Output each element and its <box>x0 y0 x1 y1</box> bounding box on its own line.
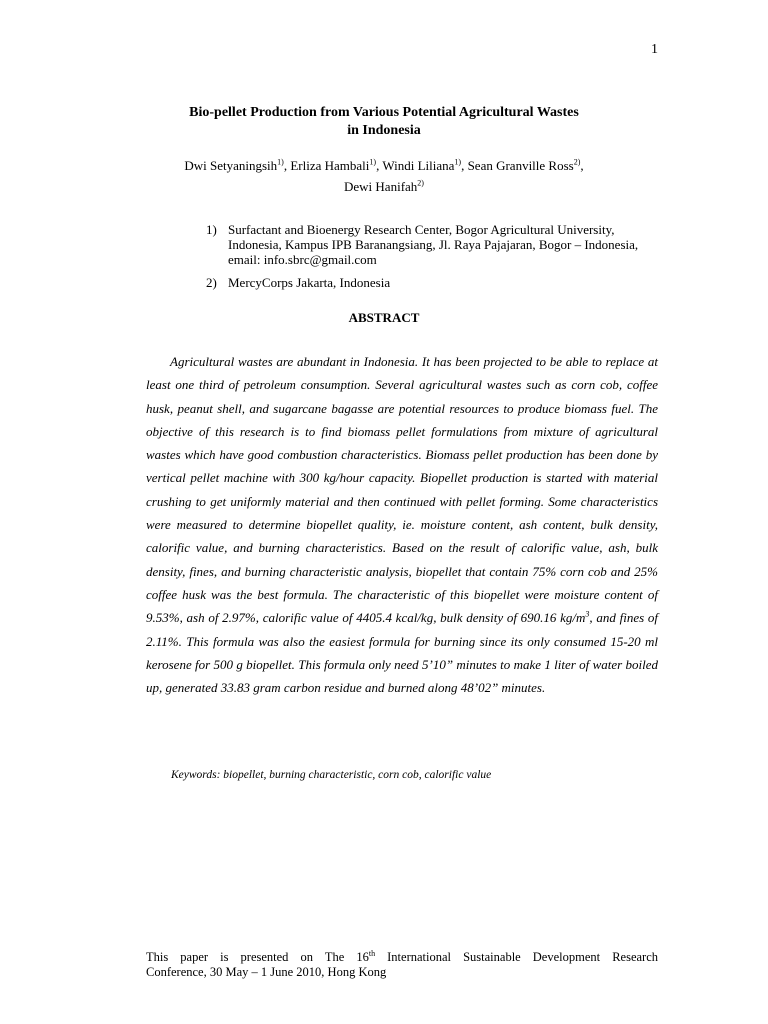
abstract-heading: ABSTRACT <box>348 310 420 325</box>
affiliation-text: MercyCorps Jakarta, Indonesia <box>228 275 391 290</box>
author-list <box>150 155 618 197</box>
affiliation-number: 2) <box>206 275 217 290</box>
affiliation-text: Surfactant and Bioenergy Research Center, Bogor Agricultural University, Indonesia, Kampus IPB Baranangsiang, Jl. Raya Pajajaran, Bogor – Indonesia, email: info.sbrc@gmail.com <box>228 222 639 267</box>
affiliation-item <box>206 222 662 267</box>
footnote-line-2: Conference, 30 May – 1 June 2010, Hong Kong <box>146 965 387 979</box>
author-affiliation-mark: 1) <box>454 157 462 167</box>
abstract-text-continued: , and fines of 2.11%. This formula was also the easiest formula for burning since its only consumed 15-20 ml kerosene for 500 g biopellet. This formula only need 5’10” minutes to make 1 liter of water boiled up, generated 33.83 gram carbon residue and burned along 48’02” minutes. <box>146 610 658 696</box>
authors-line-1 <box>150 155 618 176</box>
footnote-line-1 <box>146 950 658 965</box>
paper-title <box>140 104 628 140</box>
author-separator: , <box>283 158 291 173</box>
author-affiliation-mark: 1) <box>277 157 284 167</box>
author-name: Windi Liliana <box>382 158 455 173</box>
keywords: Keywords: biopellet, burning characteristic, corn cob, calorific value <box>171 769 492 781</box>
page-number: 1 <box>651 42 658 57</box>
affiliation-item <box>206 275 662 290</box>
affiliation-number: 1) <box>206 222 217 237</box>
title-line-1: Bio-pellet Production from Various Potential Agricultural Wastes <box>189 105 579 120</box>
authors-line-2 <box>150 176 618 197</box>
author-separator: , <box>580 158 584 173</box>
author-affiliation-mark: 2) <box>417 178 424 188</box>
author-affiliation-mark: 2) <box>573 157 581 167</box>
author-name: Dewi Hanifah <box>344 179 418 194</box>
author-name: Erliza Hambali <box>290 158 370 173</box>
abstract-body <box>146 350 658 699</box>
author-separator: , <box>376 158 383 173</box>
author-name: Dwi Setyaningsih <box>184 158 278 173</box>
footnote-text: This paper is presented on The 16 <box>146 950 369 964</box>
author-name: Sean Granville Ross <box>467 158 574 173</box>
title-line-2: in Indonesia <box>347 123 421 138</box>
conference-footnote <box>146 950 658 980</box>
abstract-superscript: 3 <box>585 609 590 619</box>
affiliation-list <box>206 222 662 298</box>
footnote-superscript: th <box>368 948 376 958</box>
author-separator: , <box>461 158 468 173</box>
abstract-text: Agricultural wastes are abundant in Indonesia. It has been projected to be able to replace at least one third of petroleum consumption. Several agricultural wastes such as corn cob, coffee husk, peanut shell, and sugarcane bagasse are potential resources to produce biomass fuel. The objective of this research is to find biomass pellet formulations from mixture of agricultural wastes which have good combustion characteristics. Biomass pellet production has been done by vertical pellet machine with 300 kg/hour capacity. Biopellet production is started with material crushing to get uniformly material and then continued with pellet forming. Some characteristics were measured to determine biopellet quality, ie. moisture content, ash content, bulk density, calorific value, and burning characteristics. Based on the result of calorific value, ash, bulk density, fines, and burning characteristic analysis, biopellet that contain 75% corn cob and 25% coffee husk was the best formula. The characteristic of this biopellet were moisture content of 9.53%, ash of 2.97%, calorific value of 4405.4 kcal/kg, bulk density of 690.16 kg/m <box>146 354 658 626</box>
footnote-text-continued: International Sustainable Development Research <box>375 950 658 964</box>
author-affiliation-mark: 1) <box>369 157 377 167</box>
